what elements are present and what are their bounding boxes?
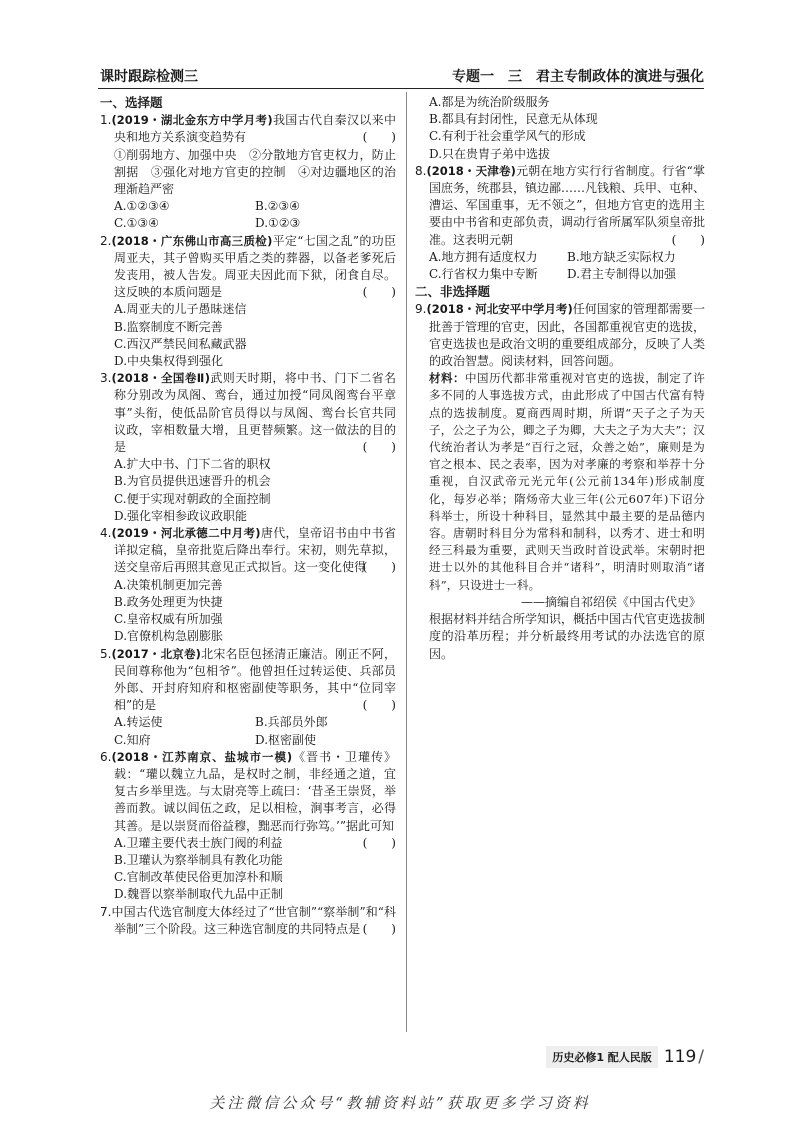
option-d: D.强化宰相参政议政职能 (114, 508, 248, 523)
question-6: 6.(2018・江苏南京、盐城市一模)《晋书・卫瓘传》载：“瓘以魏立九品，是权时之制，非经通之道，宜复古乡举里选。与太尉亮等上疏曰：‘昔圣王崇贤，举善而教。诚以闾伍之政，足以相检，涧事考言，必得其善。是以崇贤而俗益穆，黜恶而行弥笃。’”据此可知 ( ) A.卫瓘主要代表士族门阀的利益 B.卫瓘认为察举制具有教化功能 C.官制改革使民俗更加淳朴和顺 D.魏晋以察举制取代九品中正制 (100, 749, 396, 904)
left-column (100, 94, 396, 938)
watermark-text: 关注微信公众号“教辅资料站”获取更多学习资料 (209, 1094, 591, 1112)
option-d: D.君主专制得以加强 (567, 267, 677, 282)
option-c: C.便于实现对朝政的全面控制 (114, 491, 271, 506)
option-d: D.枢密副使 (255, 732, 317, 747)
page-number: 119 (663, 1047, 697, 1067)
option-b: B.地方缺乏实际权力 (567, 249, 676, 264)
option-c: C.①③④ (114, 216, 159, 231)
option-d: D.魏晋以察举制取代九品中正制 (114, 887, 284, 902)
column-divider (406, 92, 407, 1032)
footer-page-badge (546, 1046, 704, 1068)
option-c: C.知府 (114, 732, 151, 747)
option-a: A.决策机制更加完善 (114, 577, 223, 592)
option-a: A.周亚夫的儿子愚昧迷信 (114, 302, 247, 317)
header-right-title: 专题一 三 君主专制政体的演进与强化 (452, 69, 704, 85)
option-a: A.都是为统治阶级服务 (429, 95, 550, 109)
answer-bracket: ( ) (362, 921, 396, 936)
option-a: A.地方拥有适度权力 (429, 249, 538, 264)
option-b: B.政务处理更为快捷 (114, 594, 223, 609)
option-b: B.兵部员外郎 (255, 715, 328, 730)
section-title-nonchoice: 二、非选择题 (415, 284, 491, 300)
statement-list: ①削弱地方、加强中央 ②分散地方官吏权力，防止割据 ③强化对地方官吏的控制 ④对边疆地区的治理渐趋严密 (114, 147, 396, 197)
question-4: 4.(2019・河北承德二中月考)唐代，皇帝诏书由中书省详拟定稿，皇帝批览后降出奉行。宋初，则先草拟，送交皇帝后再照其意见正式拟旨。这一变化使得 ( ) A.决策机制更加完善 B.政务处理更为快捷 C.皇帝权威有所加强 D.官僚机构急剧膨胀 (100, 525, 396, 645)
page-slash: / (698, 1047, 704, 1067)
question-5: 5.(2017・北京卷)北宋名臣包拯清正廉洁。刚正不阿，民间尊称他为“包相爷”。他曾担任过转运使、兵部员外郎、开封府知府和枢密副使等职务，其中“位同宰相”的是 ( ) A.转运使 B.兵部员外郎 C.知府 D.枢密副使 (100, 646, 396, 749)
answer-bracket: ( ) (362, 130, 396, 145)
option-b: B.为官员提供迅速晋升的机会 (114, 474, 271, 489)
option-d: D.中央集权得到强化 (114, 354, 224, 369)
option-d: D.①②③ (255, 216, 301, 231)
option-c: C.有利于社会重学风气的形成 (429, 129, 586, 144)
question-7: 7.中国古代选官制度大体经过了“世官制”“察举制”和“科举制”三个阶段。这三种选官制度的共同特点是 ( ) (100, 904, 396, 938)
question-1: 1.(2019・湖北金东方中学月考)我国古代自秦汉以来中央和地方关系演变趋势有 ( ) ①削弱地方、加强中央 ②分散地方官吏权力，防止割据 ③强化对地方官吏的控制 ④对边疆地区的治理渐趋严密 A.①②③④ B.②③④ C.①③④ D.①②③ (100, 112, 396, 232)
option-b: B.卫瓘认为察举制具有教化功能 (114, 852, 283, 867)
option-b: B.②③④ (255, 199, 300, 214)
question-8: 8.(2018・天津卷)元朝在地方实行行省制度。行省“掌国庶务，统郡县，镇边鄙……凡钱粮、兵甲、屯种、漕运、军国重事，无不领之”，但地方官吏的选用主要由中书省和吏部负责，调动行省所属军队须皇帝批准。这表明元朝 ( ) A.地方拥有适度权力 B.地方缺乏实际权力 C.行省权力集中专断 D.君主专制得以加强 (415, 163, 705, 283)
material-label: 材料： (429, 371, 466, 386)
option-a: A.转运使 (114, 715, 163, 730)
question-9-prompt: 根据材料并结合所学知识，概括中国古代官吏选拔制度的沿革历程；并分析最终用考试的办法选官的原因。 (429, 612, 706, 661)
question-3: 3.(2018・全国卷Ⅱ)武则天时期，将中书、门下二省名称分别改为凤阁、鸾台，通过加授“同凤阁鸾台平章事”头衔，使低品阶官员得以与凤阁、鸾台长官共同议政，宰相数量大增，且更替频繁。这一做法的目的是 ( ) A.扩大中书、门下二省的职权 B.为官员提供迅速晋升的机会 C.便于实现对朝政的全面控制 D.强化宰相参政议政职能 (100, 370, 396, 525)
answer-bracket: ( ) (362, 440, 396, 455)
book-label: 历史必修1 配人民版 (546, 1046, 657, 1068)
answer-bracket: ( ) (362, 560, 396, 575)
material-text: 材料：中国历代都非常重视对官吏的选拔，制定了许多不同的人事选拔方式，由此形成了中国古代富有特点的选拔制度。夏商西周时期，所谓“天子之子为天子，公之子为公，卿之子为卿，大夫之子为大夫”；汉代统治者认为孝是“百行之冠，众善之始”，廉则是为官之根本、民之表率，因为对孝廉的考察和举荐十分重视，自汉武帝元光元年(公元前134年)形成制度化，每岁必举；隋炀帝大业三年(公元607年)下诏分科举士，所设十种科目，显然其中最主要的是品德内容。唐朝时科目分为常科和制科，以秀才、进士和明经三科最为重要，武则天当政时首设武举。宋朝时把进士以外的其他科目合并“诸科”，明清时则取消“诸科”，只设进士一科。 (429, 371, 705, 592)
option-d: D.只在贵胄子弟中选拔 (429, 146, 551, 161)
option-b: B.监察制度不断完善 (114, 319, 223, 334)
option-c: C.西汉严禁民间私藏武器 (114, 336, 247, 351)
header-left-title: 课时跟踪检测三 (100, 69, 198, 85)
answer-bracket: ( ) (362, 285, 396, 300)
question-7-options (415, 94, 705, 163)
option-a: A.卫瓘主要代表士族门阀的利益 (114, 835, 283, 850)
option-a: A.①②③④ (114, 199, 170, 214)
option-c: C.行省权力集中专断 (429, 267, 538, 282)
answer-bracket: ( ) (362, 835, 396, 850)
option-b: B.都具有封闭性，民意无从体现 (429, 112, 598, 127)
question-2: 2.(2018・广东佛山市高三质检)平定“七国之乱”的功臣周亚夫，其子曾购买甲盾之类的葬器，以备老爹死后发丧用，被人告发。周亚夫因此而下狱，闭食自尽。这反映的本质问题是 ( ) A.周亚夫的儿子愚昧迷信 B.监察制度不断完善 C.西汉严禁民间私藏武器 D.中央集权得到强化 (100, 233, 396, 371)
material-attribution: ——摘编自祁绍侯《中国古代史》 (520, 594, 701, 609)
question-9: 9.(2018・河北安平中学月考)任何国家的管理都需要一批善于管理的官吏，因此，各国都重视官吏的选拔，官吏选拔也是政治文明的重要组成部分，反映了人类的政治智慧。阅读材料，回答问题。 材料：中国历代都非常重视对官吏的选拔，制定了许多不同的人事选拔方式，由此形成了中国古代富有特点的选拔制度。夏商西周时期，所谓“天子之子为天子，公之子为公，卿之子为卿，大夫之子为大夫”；汉代统治者认为孝是“百行之冠，众善之始”，廉则是为官之根本、民之表率，因为对孝廉的考察和举荐十分重视，自汉武帝元光元年(公元前134年)形成制度化，每岁必举；隋炀帝大业三年(公元607年)下诏分科举士，所设十种科目，显然其中最主要的是品德内容。唐朝时科目分为常科和制科，以秀才、进士和明经三科最为重要，武则天当政时首设武举。宋朝时把进士以外的其他科目合并“诸科”，明清时则取消“诸科”，只设进士一科。 ——摘编自祁绍侯《中国古代史》 根据材料并结合所学知识，概括中国古代官吏选拔制度的沿革历程；并分析最终用考试的办法选官的原因。 (415, 301, 705, 662)
header-rule (98, 88, 704, 89)
section-title-choice: 一、选择题 (100, 95, 163, 110)
option-c: C.皇帝权威有所加强 (114, 612, 223, 627)
option-a: A.扩大中书、门下二省的职权 (114, 457, 271, 472)
answer-bracket: ( ) (671, 232, 705, 247)
answer-bracket: ( ) (362, 698, 396, 713)
option-c: C.官制改革使民俗更加淳朴和顺 (114, 870, 283, 885)
option-d: D.官僚机构急剧膨胀 (114, 629, 224, 644)
right-column (415, 94, 705, 663)
